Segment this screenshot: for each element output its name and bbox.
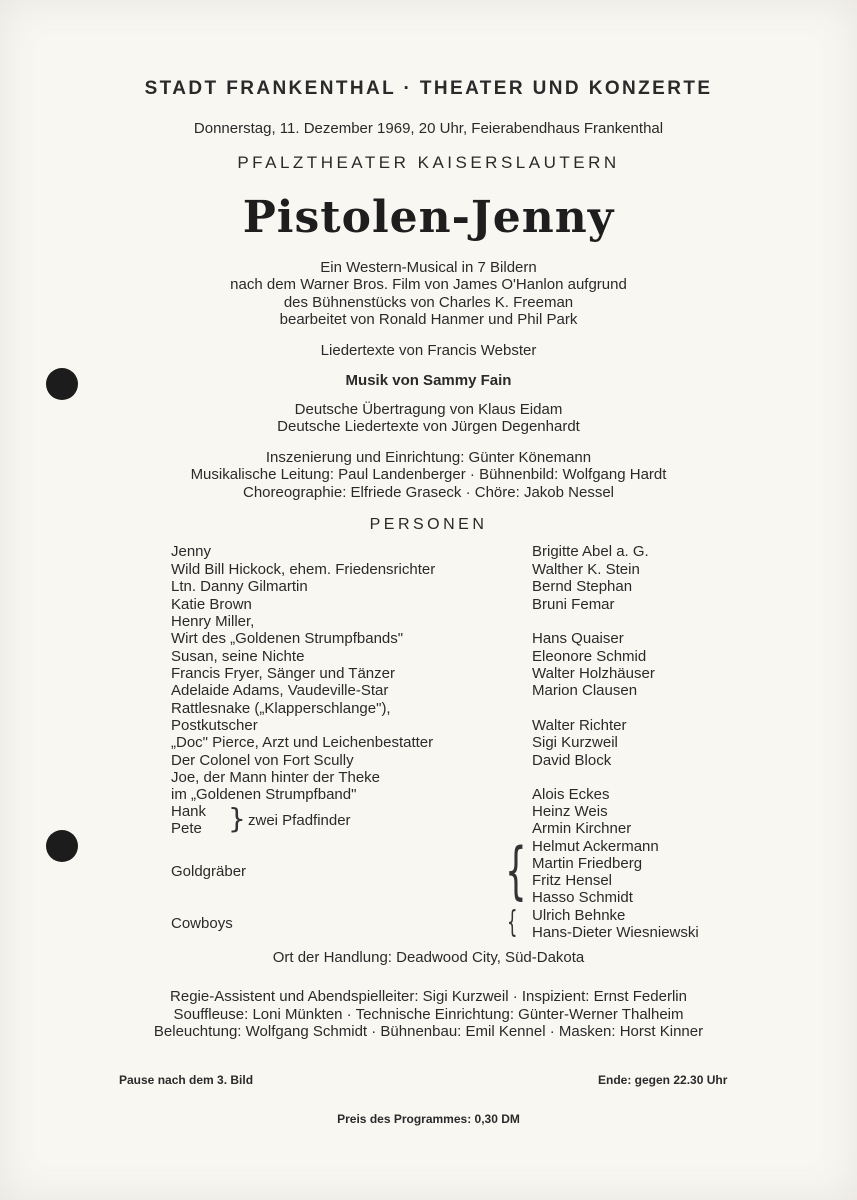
staff-line: Inszenierung und Einrichtung: Günter Könemann	[265, 449, 592, 466]
bracket: {	[505, 834, 527, 907]
actor-name: Brigitte Abel a. G.	[532, 543, 649, 560]
actor-name: Heinz Weis	[532, 803, 608, 820]
actor-name: Bruni Femar	[532, 596, 615, 613]
crew-line: Souffleuse: Loni Münkten · Technische Einrichtung: Günter-Werner Thalheim	[173, 1005, 684, 1023]
actor-name: David Block	[532, 752, 612, 769]
credit-line: nach dem Warner Bros. Film von James O'Hanlon aufgrund	[230, 276, 627, 294]
bracket: {	[507, 905, 518, 940]
role-name: Adelaide Adams, Vaudeville-Star	[171, 682, 389, 699]
actor-name: Bernd Stephan	[532, 578, 633, 595]
music-credit: Musik von Sammy Fain	[345, 372, 512, 389]
actor-name: Fritz Hensel	[532, 872, 613, 889]
actor-name: Marion Clausen	[532, 682, 638, 699]
credit-line: Ein Western-Musical in 7 Bildern	[320, 259, 537, 276]
role-name: Jenny	[171, 543, 212, 560]
role-name: Pete	[171, 820, 202, 837]
group-label: Cowboys	[171, 915, 233, 932]
end-time-note: Ende: gegen 22.30 Uhr	[598, 1073, 728, 1087]
role-name: Wirt des „Goldenen Strumpfbands"	[171, 630, 404, 647]
actor-name: Martin Friedberg	[532, 855, 643, 872]
company-name: PFALZTHEATER KAISERSLAUTERN	[237, 153, 620, 172]
header: STADT FRANKENTHAL · THEATER UND KONZERTE	[144, 78, 713, 99]
actor-name: Hans Quaiser	[532, 630, 624, 647]
crew-credits	[0, 988, 857, 1041]
cast-heading: PERSONEN	[369, 516, 488, 533]
actor-name: Alois Eckes	[532, 786, 610, 803]
program-price: Preis des Programmes: 0,30 DM	[337, 1112, 520, 1126]
intermission-note: Pause nach dem 3. Bild	[119, 1073, 254, 1087]
crew-line: Beleuchtung: Wolfgang Schmidt · Bühnenbau: Emil Kennel · Masken: Horst Kinner	[153, 1023, 704, 1040]
group-label: Goldgräber	[171, 863, 247, 880]
role-name: Wild Bill Hickock, ehem. Friedensrichter	[171, 561, 436, 578]
role-name: Ltn. Danny Gilmartin	[171, 578, 308, 595]
actor-name: Hans-Dieter Wiesniewski	[532, 924, 699, 941]
group-label: zwei Pfadfinder	[248, 812, 351, 829]
crew-line: Regie-Assistent und Abendspielleiter: Sigi Kurzweil · Inspizient: Ernst Federlin	[170, 988, 687, 1005]
lyrics-credit: Liedertexte von Francis Webster	[320, 342, 537, 359]
actor-name: Eleonore Schmid	[532, 648, 647, 665]
staff-line: Choreographie: Elfriede Graseck · Chöre: Jakob Nessel	[242, 483, 614, 501]
actor-name: Walther K. Stein	[532, 561, 640, 578]
actor-name: Walter Holzhäuser	[532, 665, 655, 682]
credit-line: bearbeitet von Ronald Hanmer und Phil Park	[279, 310, 578, 328]
credit-line: Deutsche Liedertexte von Jürgen Degenhardt	[277, 418, 580, 436]
role-name: Katie Brown	[171, 596, 252, 613]
credit-line: Deutsche Übertragung von Klaus Eidam	[294, 401, 563, 418]
role-name: Susan, seine Nichte	[171, 648, 305, 665]
play-title: Pistolen-Jenny	[242, 192, 615, 243]
role-name: Postkutscher	[171, 717, 258, 734]
actor-name: Armin Kirchner	[532, 820, 632, 837]
setting-line: Ort der Handlung: Deadwood City, Süd-Dakota	[272, 949, 585, 966]
actor-name: Ulrich Behnke	[532, 907, 626, 924]
role-name: im „Goldenen Strumpfband"	[171, 786, 357, 803]
role-name: Rattlesnake („Klapperschlange"),	[171, 700, 391, 717]
actor-name: Walter Richter	[532, 717, 627, 734]
actor-name: Helmut Ackermann	[532, 838, 659, 855]
bracket: }	[228, 802, 246, 835]
role-name: Der Colonel von Fort Scully	[171, 752, 354, 769]
role-name: „Doc" Pierce, Arzt und Leichenbestatter	[171, 734, 434, 751]
actor-name: Hasso Schmidt	[532, 889, 633, 906]
role-name: Hank	[171, 803, 207, 820]
role-name: Francis Fryer, Sänger und Tänzer	[171, 665, 395, 682]
staff-line: Musikalische Leitung: Paul Landenberger · Bühnenbild: Wolfgang Hardt	[190, 466, 667, 484]
dateline: Donnerstag, 11. Dezember 1969, 20 Uhr, Feierabendhaus Frankenthal	[193, 120, 664, 137]
actor-name: Sigi Kurzweil	[532, 734, 618, 751]
credit-line: des Bühnenstücks von Charles K. Freeman	[283, 293, 574, 311]
role-name: Joe, der Mann hinter der Theke	[171, 769, 381, 786]
role-name: Henry Miller,	[171, 613, 255, 630]
